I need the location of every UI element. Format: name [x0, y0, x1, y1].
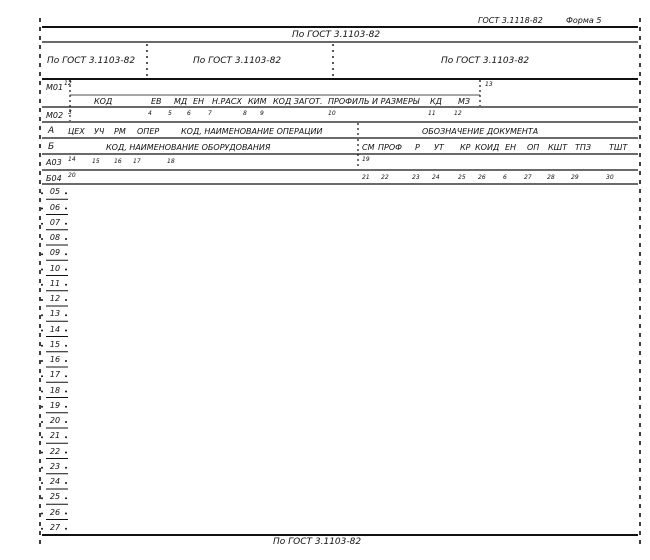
b-header-kr: КР [460, 143, 471, 152]
b-header-en: ЕН [505, 143, 517, 152]
b04-num-29: 29 [571, 174, 579, 181]
m02-num-12: 12 [454, 110, 462, 117]
b04-num-26: 26 [478, 174, 486, 181]
b04-num-27: 27 [524, 174, 532, 181]
line-number: 12 [49, 294, 61, 303]
a-header-operation-name: КОД, НАИМЕНОВАНИЕ ОПЕРАЦИИ [181, 127, 323, 136]
a-header-uch: УЧ [94, 127, 105, 136]
line-number: 22 [49, 446, 61, 456]
a-header-rm: РМ [114, 127, 126, 136]
line-number: 20 [49, 416, 61, 425]
line-number: 14 [49, 324, 61, 334]
line-number: 16 [49, 355, 61, 364]
m02-header-profil: ПРОФИЛЬ И РАЗМЕРЫ [328, 97, 420, 106]
m02-num-8: 8 [243, 110, 247, 117]
b-header-tsht: ТШТ [609, 143, 628, 152]
b04-num-28: 28 [547, 174, 555, 181]
a03-num-17: 17 [133, 158, 141, 165]
title-block-middle: По ГОСТ 3.1103-82 [193, 56, 282, 66]
bottom-reference: По ГОСТ 3.1103-82 [273, 537, 362, 547]
row-label-a03: А03 [46, 158, 62, 167]
line-number: 17 [49, 370, 61, 380]
m02-header-en: ЕН [193, 97, 205, 106]
m02-num-6: 6 [187, 110, 191, 117]
m02-num-9: 9 [260, 110, 264, 117]
m02-num-3: 3 [68, 109, 72, 116]
m02-header-kod: КОД [94, 97, 113, 106]
b-header-op: ОП [527, 143, 540, 152]
line-number: 27 [49, 522, 61, 532]
m02-header-md: МД [174, 97, 188, 106]
line-number: 11 [49, 278, 61, 288]
m01-right-number: 13 [485, 81, 493, 88]
b-header-sm: СМ [362, 143, 375, 152]
form-standard: ГОСТ 3.1118-82 [478, 16, 543, 25]
a03-num-19: 19 [362, 156, 370, 163]
row-label-b: Б [48, 142, 55, 152]
b04-num-25: 25 [458, 174, 466, 181]
line-number: 21 [49, 431, 61, 441]
form-number: Форма 5 [566, 16, 602, 25]
a-header-ceh: ЦЕХ [68, 127, 85, 136]
line-number: 24 [49, 477, 61, 486]
line-number: 13 [49, 309, 61, 319]
row-label-m02: М02 [46, 111, 64, 120]
a03-num-18: 18 [167, 158, 175, 165]
line-number: 26 [49, 507, 61, 517]
m02-num-5: 5 [168, 110, 172, 117]
top-reference: По ГОСТ 3.1103-82 [292, 30, 381, 40]
b-header-ksht: КШТ [548, 143, 568, 152]
b04-num-6: 6 [503, 174, 507, 181]
b04-num-22: 22 [381, 174, 389, 181]
line-number: 05 [49, 187, 61, 197]
m02-num-11: 11 [428, 110, 436, 117]
m02-header-kod-zagot: КОД ЗАГОТ. [273, 97, 323, 106]
b-header-ut: УТ [434, 143, 444, 152]
a03-num-14: 14 [68, 156, 76, 163]
line-number: 08 [49, 233, 61, 242]
m02-header-nrash: Н.РАСХ [212, 97, 242, 106]
title-block-right: По ГОСТ 3.1103-82 [441, 56, 530, 66]
m02-num-7: 7 [208, 110, 212, 117]
b-header-koid: КОИД [475, 143, 500, 152]
a03-num-15: 15 [92, 158, 100, 165]
row-label-m01: М01 [46, 83, 64, 92]
m02-header-ev: ЕВ [151, 97, 162, 106]
b04-num-30: 30 [606, 174, 614, 181]
m02-header-kim: КИМ [248, 97, 267, 106]
line-number: 15 [49, 339, 61, 349]
b-header-r: Р [415, 143, 420, 152]
line-number: 07 [49, 217, 61, 227]
line-number: 18 [49, 385, 61, 395]
b-header-prof: ПРОФ [378, 143, 403, 152]
b-header-equipment: КОД, НАИМЕНОВАНИЕ ОБОРУДОВАНИЯ [106, 143, 271, 152]
line-number: 23 [49, 461, 61, 471]
line-number: 10 [49, 263, 61, 273]
m02-header-kd: КД [430, 97, 442, 106]
m02-num-4: 4 [148, 110, 152, 117]
b04-num-23: 23 [412, 174, 420, 181]
b-header-tpz: ТПЗ [575, 143, 592, 152]
a-header-oper: ОПЕР [137, 127, 160, 136]
line-number: 25 [49, 492, 61, 502]
line-number: 09 [49, 248, 61, 258]
row-label-a: А [48, 126, 55, 136]
a-header-document: ОБОЗНАЧЕНИЕ ДОКУМЕНТА [422, 127, 539, 136]
b04-num-20: 20 [68, 172, 76, 179]
line-number: 06 [49, 202, 61, 212]
title-block-left: По ГОСТ 3.1103-82 [47, 56, 136, 66]
m02-num-10: 10 [328, 110, 336, 117]
m02-header-mz: МЗ [458, 97, 471, 106]
line-number: 19 [49, 400, 61, 410]
a03-num-16: 16 [114, 158, 122, 165]
b04-num-24: 24 [432, 174, 440, 181]
m01-field-number: 12 [64, 80, 72, 87]
row-label-b04: Б04 [46, 174, 62, 183]
b04-num-21: 21 [362, 174, 370, 181]
